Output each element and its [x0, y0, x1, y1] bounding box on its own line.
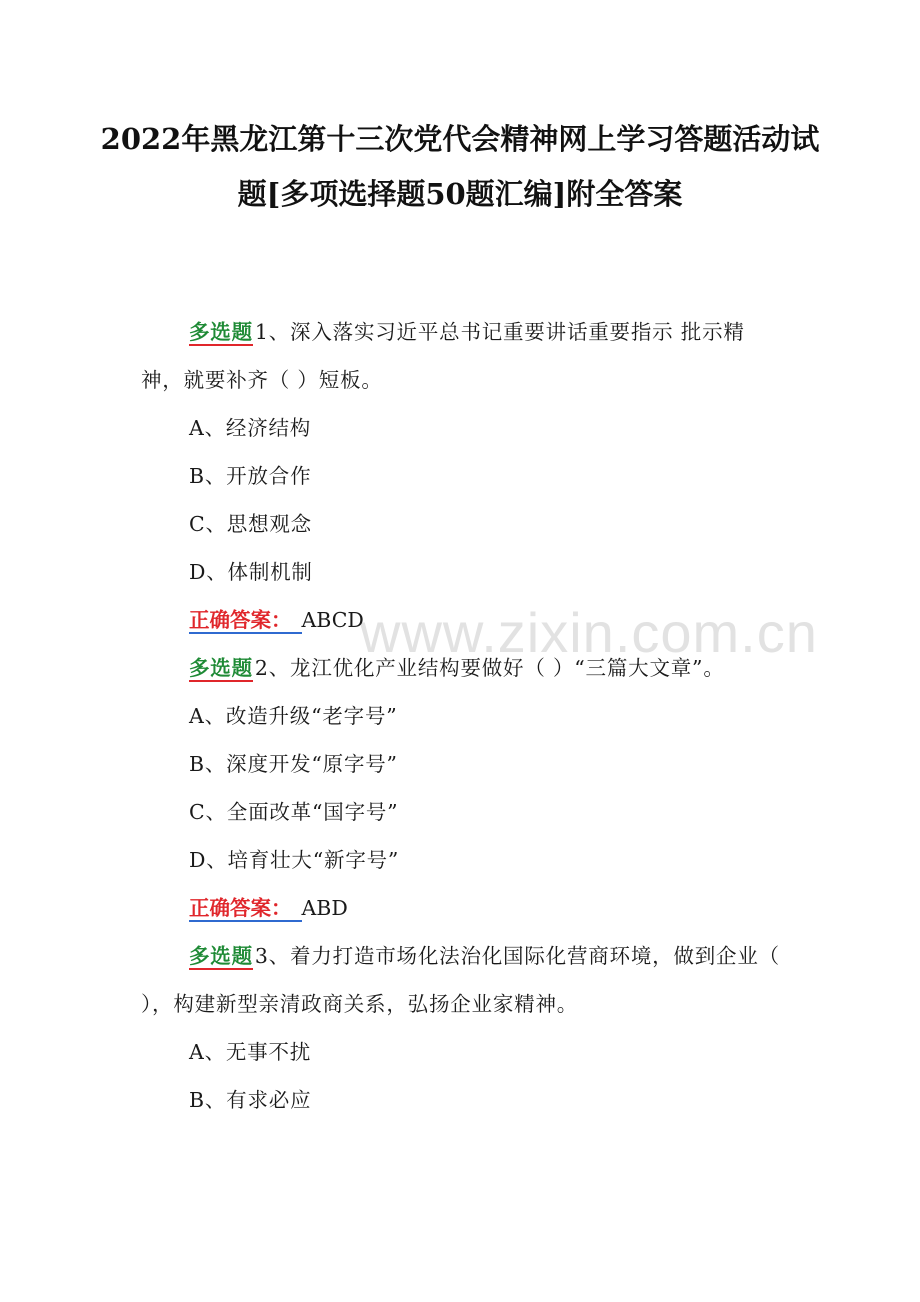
question-text: 3、着力打造市场化法治化国际化营商环境，做到企业（ ），构建新型亲清政商关系，弘扬企业家精神。: [141, 944, 780, 1016]
question-stem: [141, 308, 783, 404]
option-a: A、无事不扰: [189, 1040, 312, 1064]
question-type-tag: 多选题: [189, 656, 253, 680]
option-a: A、经济结构: [189, 416, 312, 440]
question-type-tag: 多选题: [189, 320, 253, 344]
answer-line: [141, 884, 783, 932]
question-text: 1、深入落实习近平总书记重要讲话重要指示 批示精神，就要补齐（ ）短板。: [141, 320, 745, 392]
option-b: B、深度开发“原字号”: [189, 752, 398, 776]
question-3: [141, 932, 783, 1124]
question-stem: [141, 644, 783, 692]
answer-line: [141, 596, 783, 644]
document-title: 2022年黑龙江第十三次党代会精神网上学习答题活动试题[多项选择题50题汇编]附全答案: [100, 122, 820, 211]
watermark: www.zixin.com.cn: [360, 601, 818, 664]
option-d: D、培育壮大“新字号”: [189, 848, 400, 872]
question-stem: [141, 932, 783, 1028]
question-list: [141, 308, 783, 1124]
question-type-tag: 多选题: [189, 944, 253, 968]
option-b: B、有求必应: [189, 1088, 312, 1112]
option-c: C、全面改革“国字号”: [189, 800, 399, 824]
answer-value: ABCD: [301, 608, 364, 632]
option-c: C、思想观念: [189, 512, 312, 536]
answer-value: ABD: [301, 896, 348, 920]
option-d: D、体制机制: [189, 560, 313, 584]
question-text: 2、龙江优化产业结构要做好（ ）“三篇大文章”。: [254, 656, 725, 680]
question-1: [141, 308, 783, 644]
option-a: A、改造升级“老字号”: [189, 704, 398, 728]
answer-label: 正确答案：: [189, 896, 302, 922]
answer-label: 正确答案：: [189, 608, 302, 634]
option-b: B、开放合作: [189, 464, 312, 488]
question-2: [141, 644, 783, 932]
